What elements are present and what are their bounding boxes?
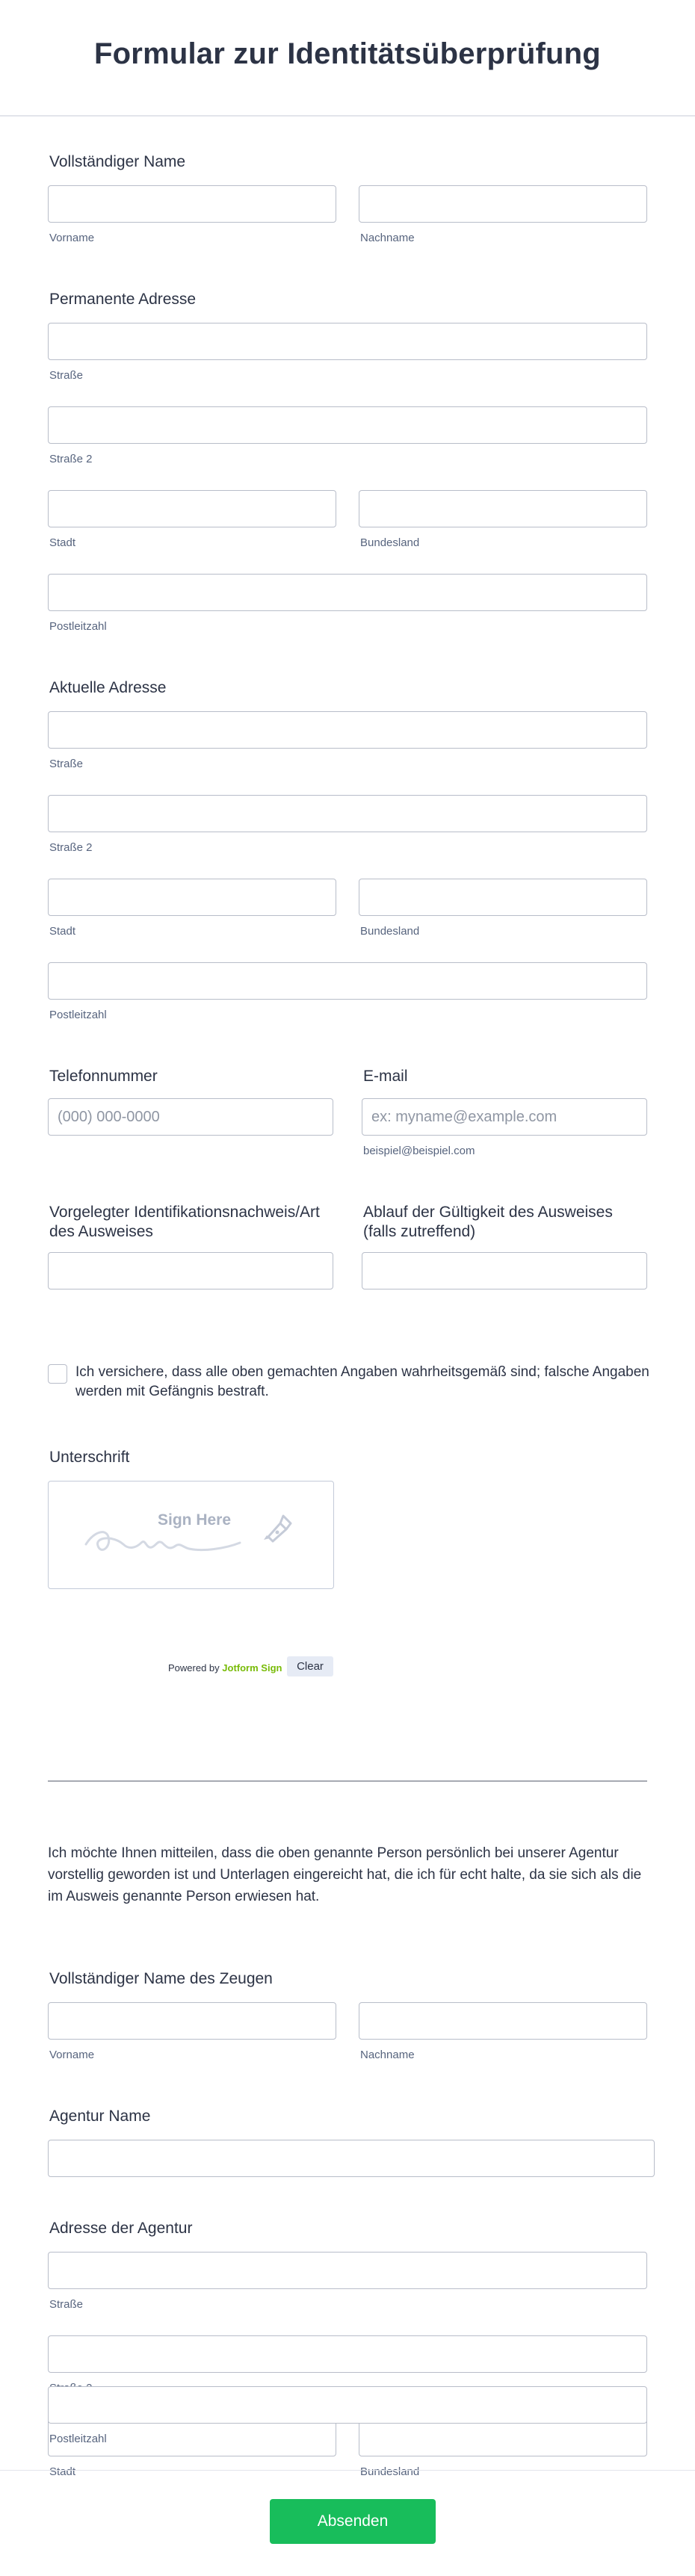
form-title: Formular zur Identitätsüberprüfung: [94, 37, 601, 70]
permanent-zip-input[interactable]: [48, 574, 647, 611]
witness-info-text: Ich möchte Ihnen mitteilen, dass die oben genannte Person persönlich bei unserer Agentur vorstellig geworden ist und Unterlagen eingereicht hat, die ich für echt halte, da sie sich als die im Ausweis genannte Person erwiesen hat.: [48, 1845, 642, 1904]
agency-city-input[interactable]: [48, 2419, 336, 2456]
permanent-city-sublabel: Stadt: [49, 536, 76, 549]
permanent-street2-sublabel: Straße 2: [49, 453, 93, 465]
agency-state-input[interactable]: [359, 2419, 647, 2456]
current-state-sublabel: Bundesland: [360, 925, 420, 938]
agency-name-label: Agentur Name: [49, 2108, 151, 2125]
email-input[interactable]: [362, 1098, 647, 1136]
full-name-label: Vollständiger Name: [49, 153, 186, 170]
witness-last-name-sublabel: Nachname: [360, 2049, 415, 2061]
witness-first-name-input[interactable]: [48, 2002, 336, 2040]
permanent-state-input[interactable]: [359, 490, 647, 527]
id-type-input[interactable]: [48, 1252, 333, 1289]
declaration-text: Ich versichere, dass alle oben gemachten Angaben wahrheitsgemäß sind; falsche Angaben werden mit Gefängnis bestraft.: [75, 1364, 649, 1399]
sign-here-hint: Sign Here: [158, 1511, 232, 1529]
permanent-street2-input[interactable]: [48, 406, 647, 444]
jotform-sign-brand: Jotform Sign: [222, 1662, 282, 1674]
form-body: [0, 117, 695, 2478]
permanent-zip-sublabel: Postleitzahl: [49, 620, 107, 633]
powered-by-text: Powered by: [168, 1662, 220, 1674]
current-zip-input[interactable]: [48, 962, 647, 1000]
agency-street-sublabel: Straße: [49, 2298, 84, 2311]
agency-zip-input[interactable]: [48, 2386, 647, 2424]
id-type-label: Vorgelegter Identifikationsnachweis/Art des Ausweises: [49, 1204, 320, 1240]
permanent-street-sublabel: Straße: [49, 369, 84, 382]
current-city-input[interactable]: [48, 879, 336, 916]
current-city-sublabel: Stadt: [49, 925, 76, 938]
permanent-street-input[interactable]: [48, 323, 647, 360]
agency-street2-input[interactable]: [48, 2335, 647, 2373]
current-state-input[interactable]: [359, 879, 647, 916]
current-street-sublabel: Straße: [49, 758, 84, 770]
permanent-state-sublabel: Bundesland: [360, 536, 420, 549]
agency-name-input[interactable]: [48, 2140, 655, 2177]
witness-last-name-input[interactable]: [359, 2002, 647, 2040]
current-street-input[interactable]: [48, 711, 647, 749]
signature-label: Unterschrift: [49, 1449, 130, 1466]
form-footer: [0, 2470, 695, 2576]
current-street2-sublabel: Straße 2: [49, 841, 93, 854]
agency-address-label: Adresse der Agentur: [49, 2220, 193, 2237]
current-street2-input[interactable]: [48, 795, 647, 832]
powered-by: [168, 1662, 282, 1674]
phone-input[interactable]: [48, 1098, 333, 1136]
id-expiry-label: Ablauf der Gültigkeit des Ausweises (falls zutreffend): [363, 1204, 613, 1240]
first-name-sublabel: Vorname: [49, 232, 95, 244]
declaration-checkbox[interactable]: [48, 1364, 67, 1384]
witness-name-label: Vollständiger Name des Zeugen: [49, 1970, 273, 1987]
email-label: E-mail: [363, 1068, 408, 1085]
last-name-sublabel: Nachname: [360, 232, 415, 244]
agency-city-sublabel: Stadt: [49, 2465, 76, 2478]
agency-state-sublabel: Bundesland: [360, 2465, 420, 2478]
permanent-city-input[interactable]: [48, 490, 336, 527]
current-address-label: Aktuelle Adresse: [49, 679, 167, 696]
email-sublabel: beispiel@beispiel.com: [363, 1145, 475, 1157]
phone-label: Telefonnummer: [49, 1068, 158, 1085]
divider: [48, 1780, 647, 1782]
permanent-address-label: Permanente Adresse: [49, 291, 197, 308]
form-header: [0, 0, 695, 117]
last-name-input[interactable]: [359, 185, 647, 223]
agency-zip-sublabel: Postleitzahl: [49, 2433, 107, 2445]
id-expiry-input[interactable]: [362, 1252, 647, 1289]
pen-nib-icon: [258, 1508, 294, 1544]
first-name-input[interactable]: [48, 185, 336, 223]
submit-button[interactable]: Absenden: [270, 2499, 436, 2544]
current-zip-sublabel: Postleitzahl: [49, 1009, 107, 1021]
agency-street-input[interactable]: [48, 2252, 647, 2289]
signature-pad[interactable]: [48, 1481, 334, 1589]
clear-signature-button[interactable]: Clear: [287, 1656, 333, 1676]
witness-first-name-sublabel: Vorname: [49, 2049, 95, 2061]
